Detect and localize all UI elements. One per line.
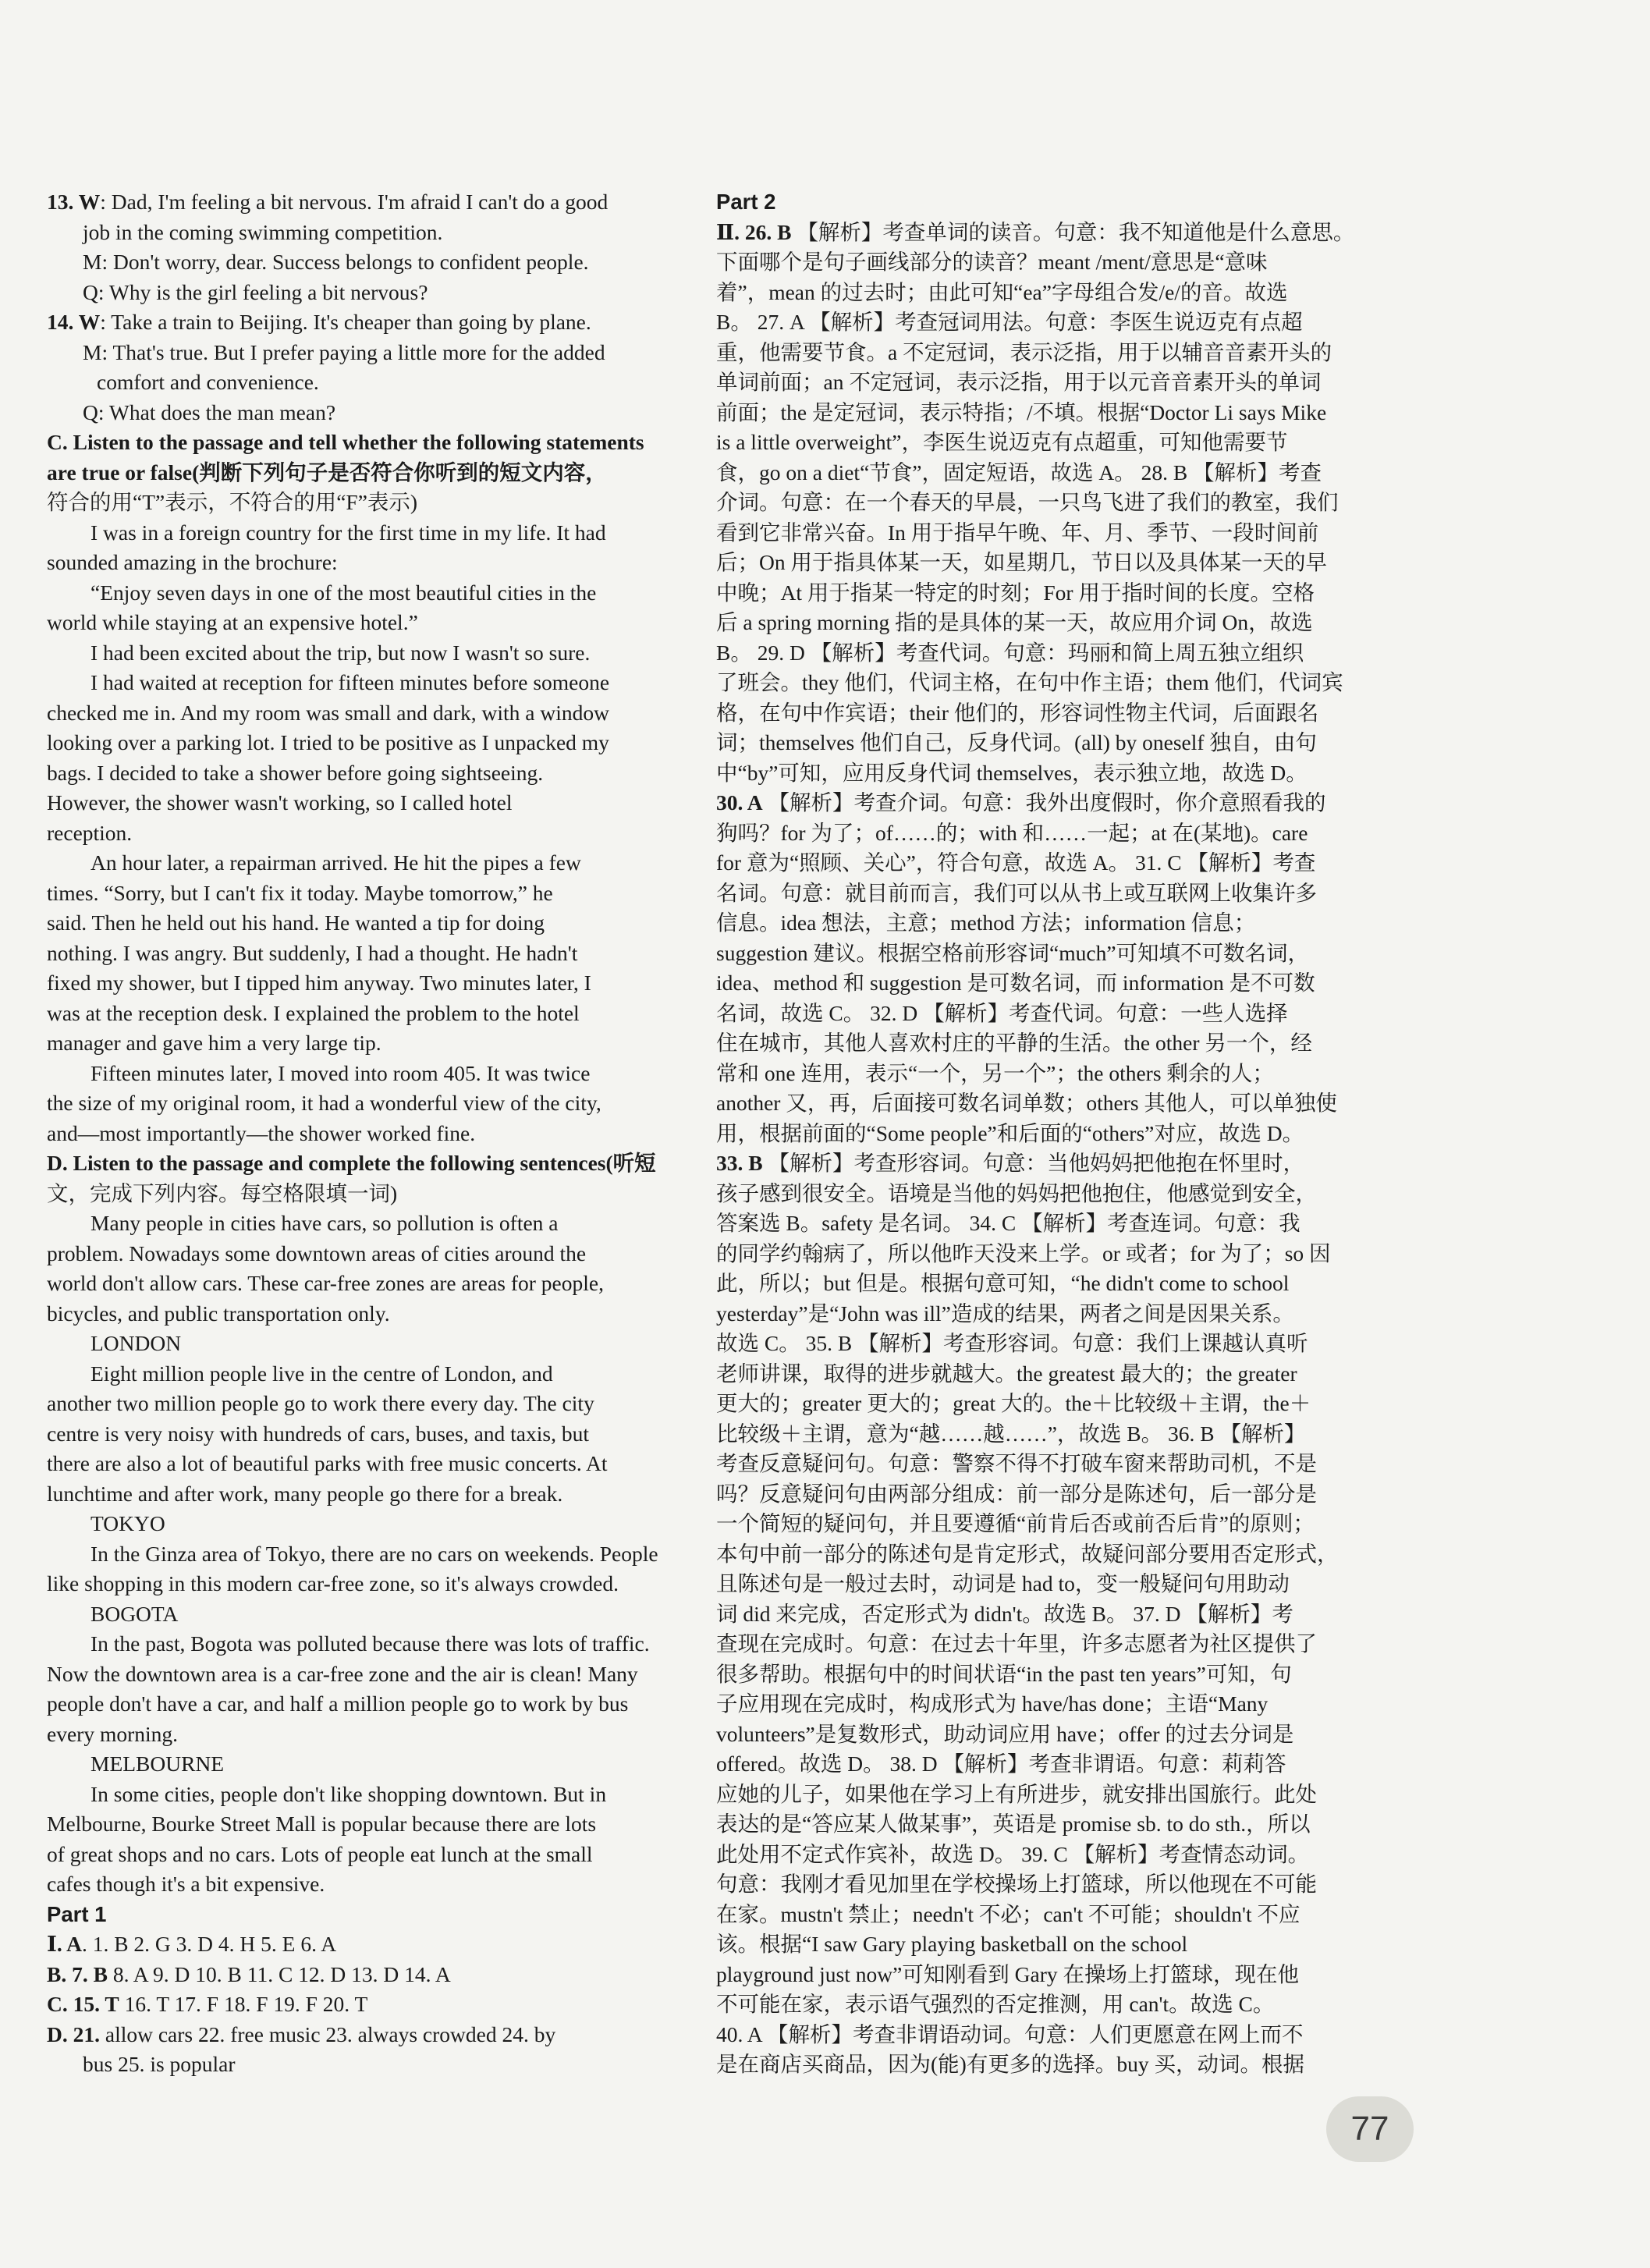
right-column-line: 着”，mean 的过去时；由此可知“ea”字母组合发/e/的音。故选 <box>716 279 1288 304</box>
left-column-line: C. Listen to the passage and tell whether the following statements <box>47 430 644 454</box>
right-column-line: 不可能在家，表示语气强烈的否定推测，用 can't。故选 C。 <box>716 1992 1275 2016</box>
left-column-line: In some cities, people don't like shopping downtown. But in <box>90 1781 607 1806</box>
right-column-line: offered。故选 D。 38. D 【解析】考查非谓语。句意：莉莉答 <box>716 1752 1286 1776</box>
left-column-line: However, the shower wasn't working, so I called hotel <box>47 790 513 815</box>
right-column-line: 单词前面；an 不定冠词，表示泛指，用于以元音音素开头的单词 <box>716 370 1322 394</box>
left-column-line: sounded amazing in the brochure: <box>47 550 338 574</box>
right-column-line: another 又，再，后面接可数名词单数；others 其他人，可以单独使 <box>716 1091 1337 1115</box>
right-column-line: 考查反意疑问句。句意：警察不得不打破车窗来帮助司机，不是 <box>716 1451 1317 1475</box>
right-column-line: 表达的是“答应某人做某事”，英语是 promise sb. to do sth.，所以 <box>716 1812 1311 1836</box>
left-column-line: BOGOTA <box>90 1601 179 1626</box>
left-column-line: In the Ginza area of Tokyo, there are no cars on weekends. People <box>90 1541 658 1566</box>
left-column-line: I was in a foreign country for the first time in my life. It had <box>90 520 606 545</box>
left-column-line: I had waited at reception for fifteen minutes before someone <box>90 670 610 694</box>
right-column-line: 应她的儿子，如果他在学习上有所进步，就安排出国旅行。此处 <box>716 1781 1317 1806</box>
left-column-line: every morning. <box>47 1721 179 1746</box>
right-column-line: 答案选 B。safety 是名词。 34. C 【解析】考查连词。句意：我 <box>716 1211 1300 1235</box>
right-column-line: 的同学约翰病了，所以他昨天没来上学。or 或者；for 为了；so 因 <box>716 1240 1331 1265</box>
left-column-line: checked me in. And my room was small and dark, with a window <box>47 700 609 725</box>
right-column-line: 词 did 来完成，否定形式为 didn't。故选 B。 37. D 【解析】考 <box>716 1601 1293 1626</box>
left-column-line: Q: Why is the girl feeling a bit nervous? <box>83 279 428 304</box>
right-column-line: 老师讲课，取得的进步就越大。the greatest 最大的；the greater <box>716 1361 1297 1386</box>
left-column-line: LONDON <box>90 1331 182 1355</box>
right-column <box>716 187 1428 2080</box>
left-column-line: B. 7. B 8. A 9. D 10. B 11. C 12. D 13. D 14. A <box>47 1961 451 1986</box>
right-column-line: 了班会。they 他们，代词主格，在句中作主语；them 他们，代词宾 <box>716 670 1343 694</box>
left-column-line: and—most importantly—the shower worked fine. <box>47 1120 476 1145</box>
right-column-line: 用，根据前面的“Some people”和后面的“others”对应，故选 D。 <box>716 1120 1304 1145</box>
right-column-line: 查现在完成时。句意：在过去十年里，许多志愿者为社区提供了 <box>716 1631 1317 1656</box>
left-column-line: 文，完成下列内容。每空格限填一词) <box>47 1180 398 1205</box>
left-column-line: there are also a lot of beautiful parks with free music concerts. At <box>47 1451 608 1475</box>
right-column-line: 在家。mustn't 禁止；needn't 不必；can't 不可能；shouldn't 不应 <box>716 1901 1300 1926</box>
left-column-line: An hour later, a repairman arrived. He hit the pipes a few <box>90 850 581 875</box>
left-column-line: said. Then he held out his hand. He wanted a tip for doing <box>47 910 545 935</box>
left-column-line: people don't have a car, and half a million people go to work by bus <box>47 1691 629 1716</box>
left-column-line: M: Don't worry, dear. Success belongs to confident people. <box>83 250 589 274</box>
right-column-line: playground just now”可知刚看到 Gary 在操场上打篮球，现在他 <box>716 1961 1300 1986</box>
left-column-line: “Enjoy seven days in one of the most beautiful cities in the <box>90 580 597 605</box>
right-column-line: 孩子感到很安全。语境是当他的妈妈把他抱住，他感觉到安全， <box>716 1180 1317 1205</box>
left-column-line: Fifteen minutes later, I moved into room 405. It was twice <box>90 1060 591 1085</box>
left-column-line: world don't allow cars. These car-free zones are areas for people, <box>47 1271 604 1295</box>
left-column-line: Now the downtown area is a car-free zone and the air is clean! Many <box>47 1661 638 1686</box>
right-column-line: volunteers”是复数形式，助动词应用 have；offer 的过去分词是 <box>716 1721 1294 1746</box>
left-column-line: looking over a parking lot. I tried to be positive as I unpacked my <box>47 730 609 754</box>
left-column-line: In the past, Bogota was polluted because there was lots of traffic. <box>90 1631 650 1656</box>
right-column-line: 此处用不定式作宾补，故选 D。 39. C 【解析】考查情态动词。 <box>716 1841 1310 1866</box>
right-column-line: for 意为“照顾、关心”，符合句意，故选 A。 31. C 【解析】考查 <box>716 850 1316 875</box>
right-column-line: 中晚；At 用于指某一特定的时刻；For 用于指时间的长度。空格 <box>716 580 1315 605</box>
right-column-line: 名词。句意：就目前而言，我们可以从书上或互联网上收集许多 <box>716 880 1317 905</box>
left-column-line: Q: What does the man mean? <box>83 399 336 424</box>
left-column-line: bus 25. is popular <box>83 2052 236 2076</box>
left-column-line: fixed my shower, but I tipped him anyway. Two minutes later, I <box>47 971 591 995</box>
right-column-line: 中“by”可知，应用反身代词 themselves，表示独立地，故选 D。 <box>716 760 1308 785</box>
right-column-line: 是在商店买商品，因为(能)有更多的选择。buy 买，动词。根据 <box>716 2052 1304 2076</box>
right-column-line: 后 a spring morning 指的是具体的某一天，故应用介词 On，故选 <box>716 610 1313 634</box>
left-column <box>47 187 694 2080</box>
right-column-line: 40. A 【解析】考查非谓语动词。句意：人们更愿意在网上而不 <box>716 2021 1304 2046</box>
left-column-line: problem. Nowadays some downtown areas of cities around the <box>47 1240 587 1265</box>
left-column-line: nothing. I was angry. But suddenly, I had a thought. He hadn't <box>47 940 578 965</box>
right-column-line: B。 27. A 【解析】考查冠词用法。句意：李医生说迈克有点超 <box>716 310 1303 334</box>
right-column-line: 常和 one 连用，表示“一个，另一个”；the others 剩余的人； <box>716 1060 1274 1085</box>
left-column-line: lunchtime and after work, many people go there for a break. <box>47 1481 563 1506</box>
left-column-line: I had been excited about the trip, but now I wasn't so sure. <box>90 640 591 665</box>
right-column-line: 名词，故选 C。 32. D 【解析】考查代词。句意：一些人选择 <box>716 1000 1288 1025</box>
left-column-line: Eight million people live in the centre of London, and <box>90 1361 553 1386</box>
left-column-line: like shopping in this modern car-free zone, so it's always crowded. <box>47 1571 619 1595</box>
left-column-line: bicycles, and public transportation only. <box>47 1301 390 1326</box>
right-column-line: 很多帮助。根据句中的时间状语“in the past ten years”可知，句 <box>716 1661 1292 1686</box>
left-column-line: another two million people go to work there every day. The city <box>47 1391 594 1415</box>
right-column-line: Part 2 <box>716 190 776 214</box>
left-column-line: TOKYO <box>90 1511 165 1535</box>
left-column-line: 14. W: Take a train to Beijing. It's cheaper than going by plane. <box>47 310 591 334</box>
right-column-line: 30. A 【解析】考查介词。句意：我外出度假时，你介意照看我的 <box>716 790 1326 815</box>
right-column-line: 吗？反意疑问句由两部分组成：前一部分是陈述句，后一部分是 <box>716 1481 1317 1506</box>
left-column-line: D. Listen to the passage and complete the following sentences(听短 <box>47 1151 656 1175</box>
left-column-line: 13. W: Dad, I'm feeling a bit nervous. I'm afraid I can't do a good <box>47 190 609 214</box>
right-column-line: 本句中前一部分的陈述句是肯定形式，故疑问部分要用否定形式， <box>716 1541 1339 1566</box>
right-column-line: 比较级＋主谓，意为“越……越……”，故选 B。 36. B 【解析】 <box>716 1421 1306 1446</box>
left-column-line: job in the coming swimming competition. <box>83 219 443 244</box>
left-column-line: 符合的用“T”表示，不符合的用“F”表示) <box>47 490 418 514</box>
right-column-line: 重，他需要节食。a 不定冠词，表示泛指，用于以辅音音素开头的 <box>716 339 1332 364</box>
right-column-line: 句意：我刚才看见加里在学校操场上打篮球，所以他现在不可能 <box>716 1872 1317 1896</box>
left-column-line: M: That's true. But I prefer paying a little more for the added <box>83 339 605 364</box>
right-column-line: yesterday”是“John was ill”造成的结果，两者之间是因果关系。 <box>716 1301 1294 1326</box>
right-column-line: B。 29. D 【解析】考查代词。句意：玛丽和简上周五独立组织 <box>716 640 1304 665</box>
right-column-line: is a little overweight”，李医生说迈克有点超重，可知他需要节 <box>716 430 1288 454</box>
left-column-line: Part 1 <box>47 1901 107 1926</box>
right-column-line: 一个简短的疑问句，并且要遵循“前肯后否或前否后肯”的原则； <box>716 1511 1315 1535</box>
left-column-line: D. 21. allow cars 22. free music 23. always crowded 24. by <box>47 2021 556 2046</box>
right-column-line: 介词。句意：在一个春天的早晨，一只鸟飞进了我们的教室，我们 <box>716 490 1339 514</box>
right-column-line: 后；On 用于指具体某一天，如星期几，节日以及具体某一天的早 <box>716 550 1327 574</box>
left-column-line: bags. I decided to take a shower before going sightseeing. <box>47 760 544 785</box>
left-column-line: times. “Sorry, but I can't fix it today. Maybe tomorrow,” he <box>47 880 553 905</box>
right-column-line: 且陈述句是一般过去时，动词是 had to，变一般疑问句用助动 <box>716 1571 1290 1595</box>
left-column-line: was at the reception desk. I explained the problem to the hotel <box>47 1000 580 1025</box>
right-column-line: suggestion 建议。根据空格前形容词“much”可知填不可数名词， <box>716 940 1310 965</box>
right-column-line: 格，在句中作宾语；their 他们的，形容词性物主代词，后面跟名 <box>716 700 1319 725</box>
left-column-line: the size of my original room, it had a wonderful view of the city, <box>47 1091 601 1115</box>
left-column-line: world while staying at an expensive hotel.” <box>47 610 418 634</box>
page-number: 77 <box>1326 2096 1414 2162</box>
right-column-line: 前面；the 是定冠词，表示特指；/不填。根据“Doctor Li says Mike <box>716 399 1327 424</box>
right-column-line: 食，go on a diet“节食”，固定短语，故选 A。 28. B 【解析】考查 <box>716 460 1322 484</box>
left-column-line: Melbourne, Bourke Street Mall is popular because there are lots <box>47 1812 597 1836</box>
left-column-line: C. 15. T 16. T 17. F 18. F 19. F 20. T <box>47 1992 368 2016</box>
left-column-line: Many people in cities have cars, so pollution is often a <box>90 1211 559 1235</box>
right-column-line: 故选 C。 35. B 【解析】考查形容词。句意：我们上课越认真听 <box>716 1331 1308 1355</box>
left-column-line: are true or false(判断下列句子是否符合你听到的短文内容， <box>47 460 607 484</box>
right-column-line: 词；themselves 他们自己，反身代词。(all) by oneself 独自，由句 <box>716 730 1317 754</box>
left-column-line: comfort and convenience. <box>97 370 319 394</box>
right-column-line: 33. B 【解析】考查形容词。句意：当他妈妈把他抱在怀里时， <box>716 1151 1304 1175</box>
left-column-line: MELBOURNE <box>90 1752 225 1776</box>
right-column-line: 狗吗？for 为了；of……的；with 和……一起；at 在(某地)。care <box>716 820 1308 845</box>
right-column-line: 下面哪个是句子画线部分的读音？meant /ment/意思是“意味 <box>716 250 1268 274</box>
left-column-line: reception. <box>47 820 133 845</box>
right-column-line: 此，所以；but 但是。根据句意可知，“he didn't come to school <box>716 1271 1290 1295</box>
left-column-line: centre is very noisy with hundreds of cars, buses, and taxis, but <box>47 1421 589 1446</box>
right-column-line: idea、method 和 suggestion 是可数名词，而 information 是不可数 <box>716 971 1315 995</box>
right-column-line: 子应用现在完成时，构成形式为 have/has done；主语“Many <box>716 1691 1269 1716</box>
right-column-line: 住在城市，其他人喜欢村庄的平静的生活。the other 另一个，经 <box>716 1031 1312 1055</box>
right-column-line: 该。根据“I saw Gary playing basketball on the school <box>716 1932 1188 1956</box>
right-column-line: 更大的；greater 更大的；great 大的。the＋比较级＋主谓，the＋ <box>716 1391 1311 1415</box>
left-column-line: Ⅰ. A. 1. B 2. G 3. D 4. H 5. E 6. A <box>47 1932 337 1956</box>
right-column-line: 信息。idea 想法，主意；method 方法；information 信息； <box>716 910 1256 935</box>
right-column-line: 看到它非常兴奋。In 用于指早午晚、年、月、季节、一段时间前 <box>716 520 1319 545</box>
left-column-line: manager and gave him a very large tip. <box>47 1031 381 1055</box>
left-column-line: of great shops and no cars. Lots of people eat lunch at the small <box>47 1841 593 1866</box>
right-column-line: Ⅱ. 26. B 【解析】考查单词的读音。句意：我不知道他是什么意思。 <box>716 219 1355 244</box>
left-column-line: cafes though it's a bit expensive. <box>47 1872 325 1896</box>
